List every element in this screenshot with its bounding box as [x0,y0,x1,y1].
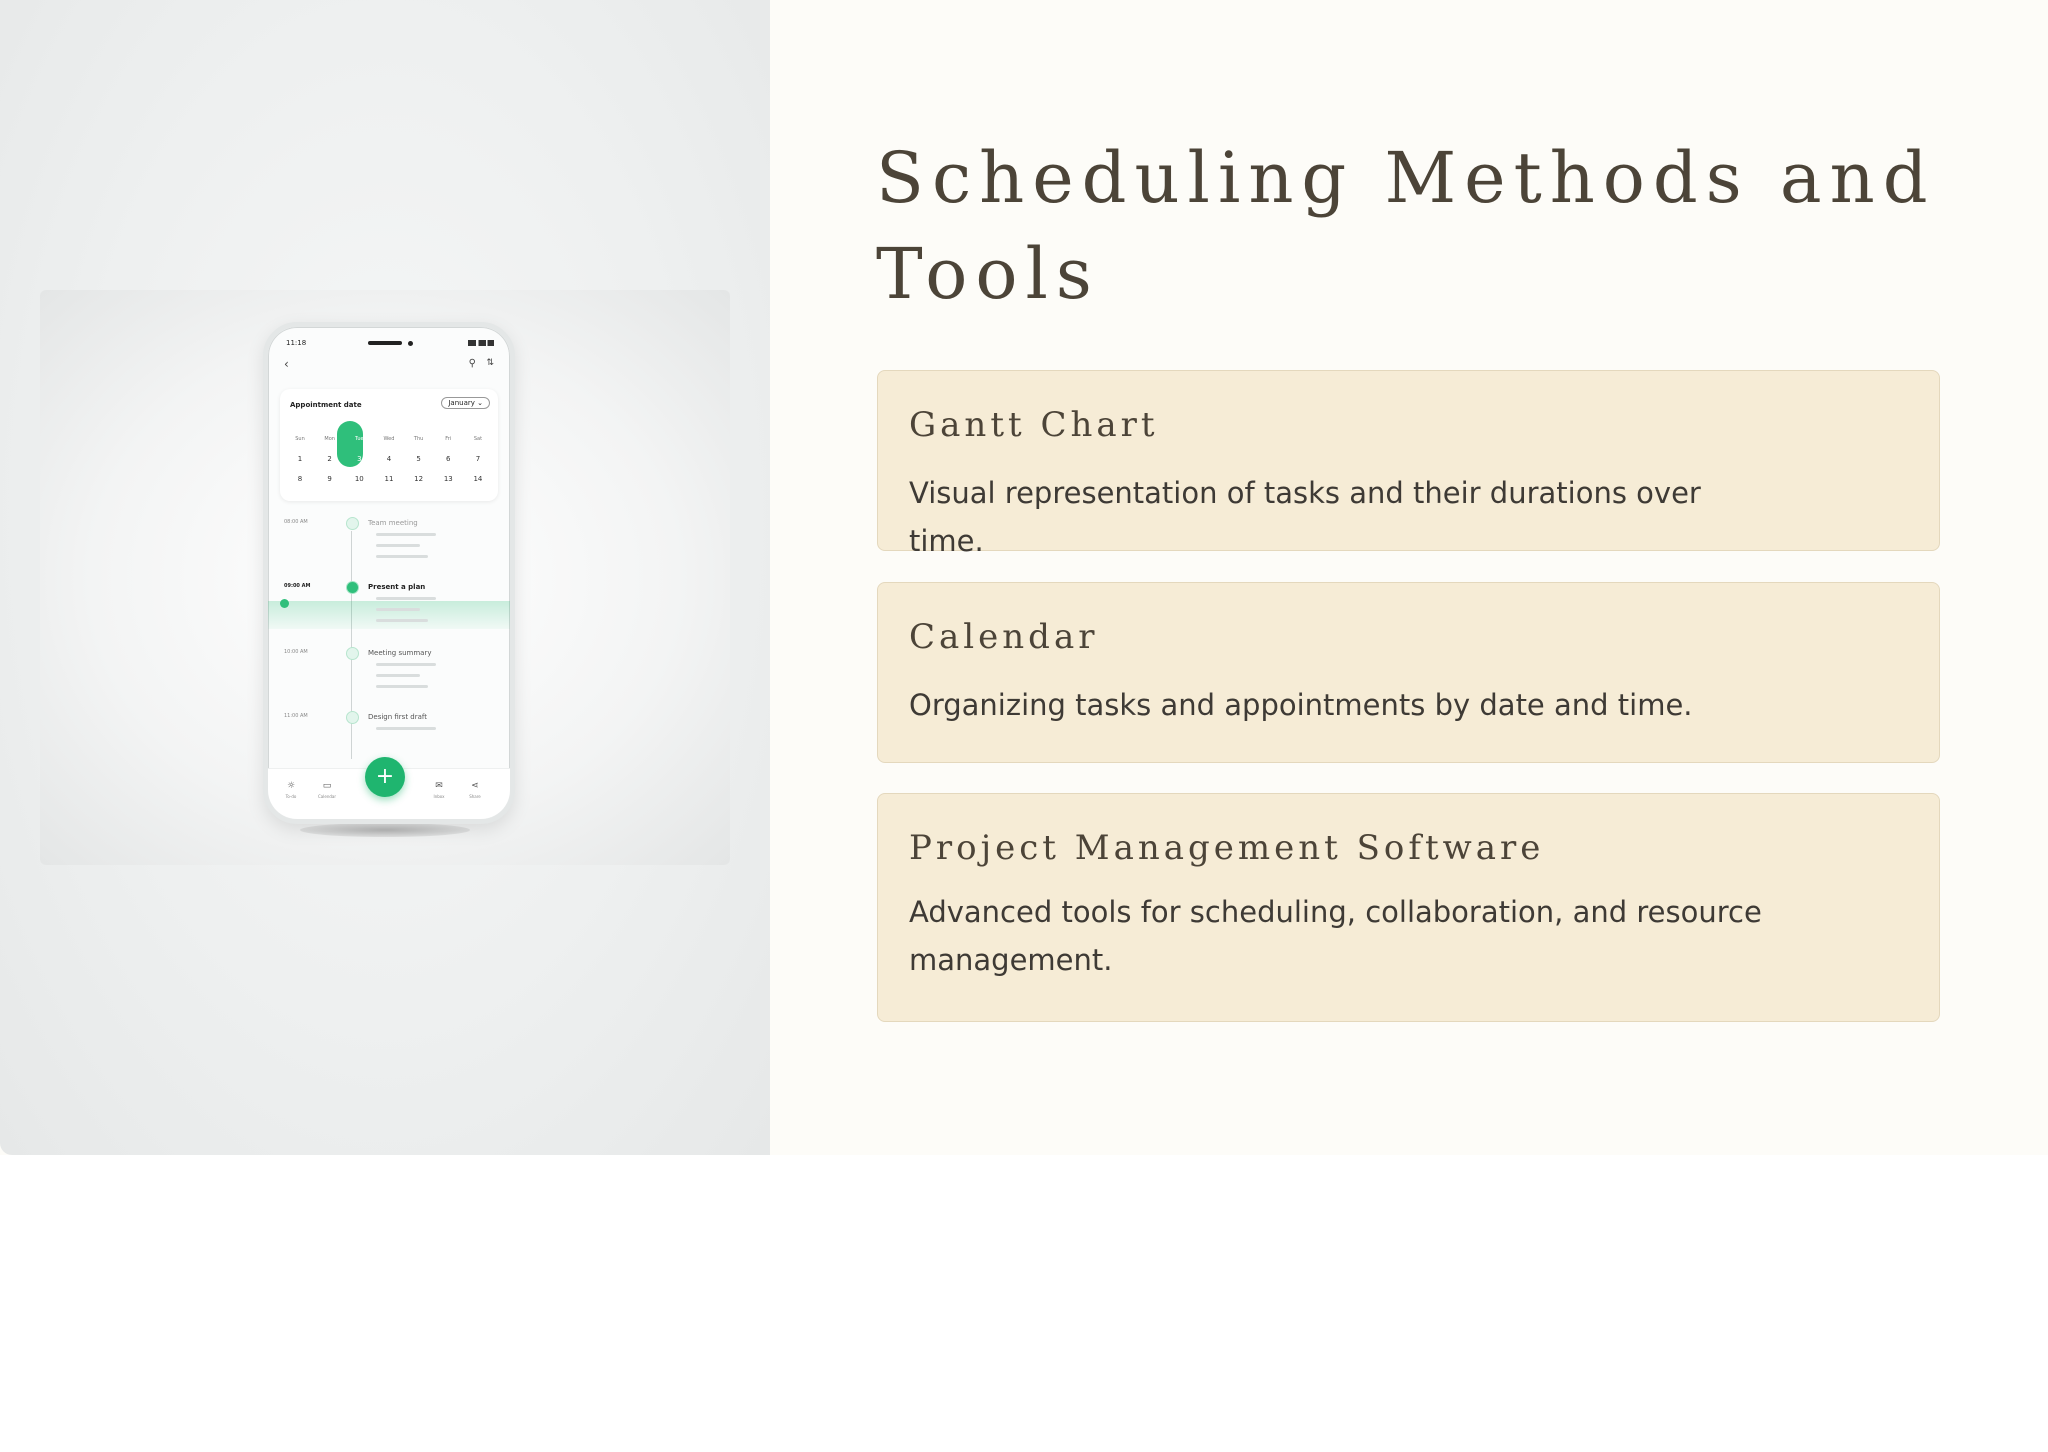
event-detail-line [376,674,420,677]
tab-label: To-do [285,794,297,799]
back-icon: ‹ [284,357,289,371]
day-cell: 2 [327,455,332,463]
event-dot [346,581,359,594]
event-item-active [280,581,498,641]
add-event-button: + [365,757,405,797]
weekday: Tue [355,436,364,442]
event-detail-line [376,727,436,730]
event-dot [346,711,359,724]
signal-battery-icon [468,340,494,346]
phone-status-time: 11:18 [286,339,307,347]
appointment-date-label: Appointment date [290,401,362,409]
month-select: January ⌄ [441,397,490,409]
weekday: Fri [445,436,452,442]
active-event-band [268,601,510,629]
day-cell: 12 [414,475,424,483]
day-cell: 5 [416,455,421,463]
tab-share: ⋖ Share [460,781,490,799]
card-project-management-software [877,793,1940,1022]
card-description: Advanced tools for scheduling, collaboration, and resource management. [909,895,1762,977]
event-detail-line [376,663,436,666]
event-dot [346,647,359,660]
event-item [280,647,498,707]
event-detail-line [376,619,428,622]
phone-mockup [263,322,515,824]
tab-inbox: ✉ Inbox [424,781,454,799]
phone-status-bar [282,337,496,349]
event-item [280,517,498,577]
day-cell: 13 [443,475,453,483]
card-description: Organizing tasks and appointments by date and time. [909,688,1693,722]
event-detail-line [376,608,420,611]
day-cell: 7 [475,455,481,463]
week-row [288,449,490,469]
event-time: 09:00 AM [284,583,311,589]
event-timeline [280,517,498,759]
sort-icon: ⇅ [486,358,494,368]
event-time: 08:00 AM [284,519,308,525]
phone-tab-bar [268,764,510,819]
card-gantt-chart [877,370,1940,558]
event-title: Present a plan [368,583,426,591]
weekday: Wed [383,436,395,442]
day-cell: 9 [327,475,332,483]
calendar-grid [288,429,490,489]
current-time-marker [280,599,289,608]
card-title: Gantt Chart [909,405,1159,445]
card-title: Calendar [909,617,1099,657]
event-title: Meeting summary [368,649,432,657]
day-cell: 10 [354,475,364,483]
phone-notch [368,341,402,345]
phone-shadow [300,823,470,837]
day-cell: 6 [446,455,451,463]
event-title: Team meeting [368,519,418,527]
event-detail-line [376,533,436,536]
phone-nav [282,359,496,375]
weekday: Sun [295,436,305,442]
calendar-card [280,389,498,501]
phone-camera [408,341,413,346]
event-detail-line [376,597,436,600]
day-cell: 14 [473,475,483,483]
card-description: Visual representation of tasks and their durations over time. [909,476,1701,558]
day-cell: 8 [297,475,303,483]
day-cell: 4 [386,455,392,463]
event-dot [346,517,359,530]
event-detail-line [376,544,420,547]
month-value: January [448,399,475,407]
weekday: Mon [324,436,335,442]
day-cell: 3 [357,455,362,463]
day-cell: 1 [297,455,303,463]
weekday: Thu [413,436,424,442]
tab-calendar: ▭ Calendar [312,781,342,799]
weekday-row [288,429,490,449]
event-detail-line [376,555,428,558]
event-time: 11:00 AM [284,713,308,719]
event-detail-line [376,685,428,688]
tab-label: Calendar [318,794,336,799]
image-panel [0,0,770,1155]
week-row [288,469,490,489]
weekday: Sat [473,436,483,442]
card-calendar [877,582,1940,763]
event-title: Design first draft [368,713,427,721]
card-title: Project Management Software [909,828,1545,868]
search-icon: ⚲ [468,358,476,369]
tab-label: Share [469,794,481,799]
tab-label: Inbox [433,794,445,799]
tab-todo: ☼ To-do [276,781,306,799]
event-time: 10:00 AM [284,649,308,655]
day-cell: 11 [384,475,394,483]
slide-title: Scheduling Methods and Tools [876,137,1936,315]
